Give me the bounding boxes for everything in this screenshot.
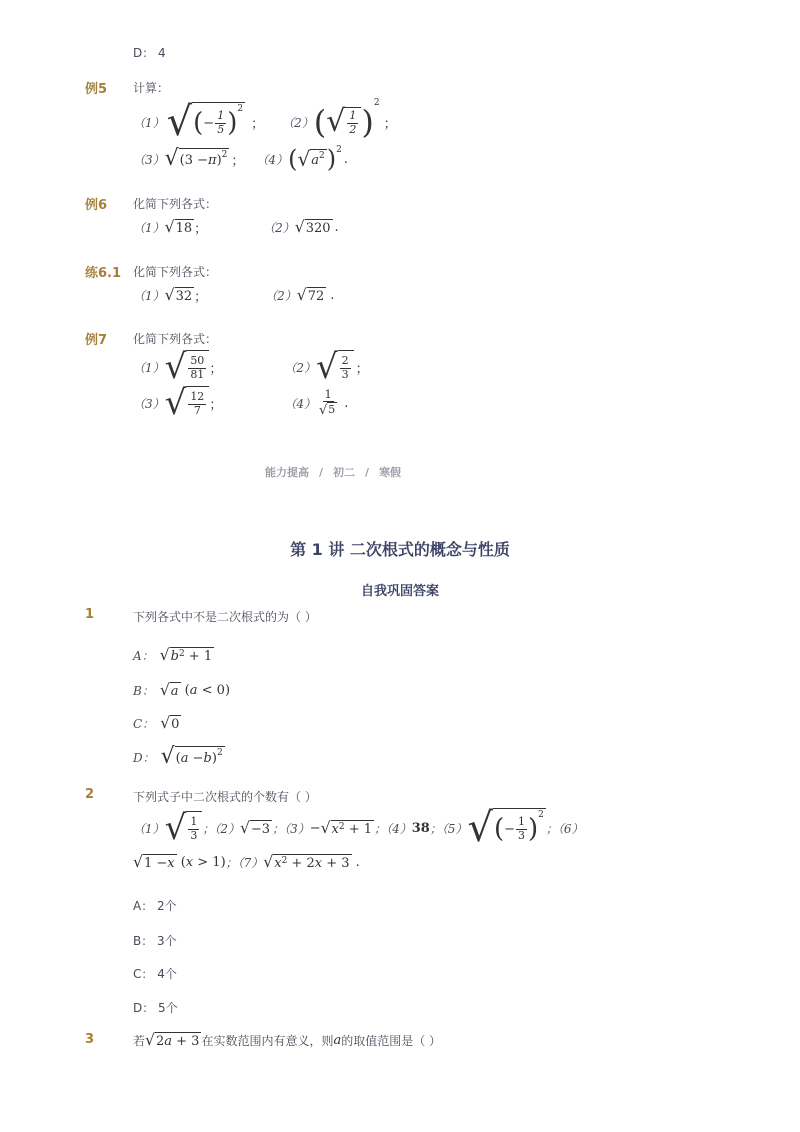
example-6-row: （1） √ 18 ； （2） √ 320 . xyxy=(133,217,339,237)
page-footer: 能力提高 / 初二 / 寒假 xyxy=(265,465,402,479)
question-2-number: 2 xyxy=(85,787,95,802)
example-5-row-2: （3） √ (3 − π ) $^2$ ； （4） ( √ a 2 ) $^2$ . xyxy=(133,145,348,173)
practice-6-1-prompt: 化简下列各式： xyxy=(133,265,218,279)
footer-term: 寒假 xyxy=(379,466,402,479)
example-7-row-2: （3） √ $\frac{12}{7}$ ； （4） 1 √ 5 . xyxy=(133,383,349,423)
question-2-option-c[interactable]: C： 4个 xyxy=(133,967,177,981)
example-5-prompt: 计算： xyxy=(133,81,170,95)
question-2-option-a[interactable]: A： 2个 xyxy=(133,899,177,913)
example-7-row-1: （1） √ $\frac{50}{81}$ ； （2） √ $\frac{2}{3}$ ； xyxy=(133,347,369,387)
question-2-expr-line-2: √ 1 − x ( x > 1) ；（7） √ x 2 + 2 x + 3 . xyxy=(133,852,360,871)
question-2-expr-line-1: （1） √ $\frac{1}{3}$ ；（2） √ −3 ；（3） − √ x 2 + 1 ；（4） 38 ；（5） √ ( − $\frac{1}{3}$ ) $^2$ ；（6） xyxy=(133,805,584,851)
question-1-option-b[interactable]: B： √ a ( a < 0) xyxy=(133,680,231,699)
footer-course: 能力提高 xyxy=(265,466,309,479)
question-3-text: 若 √ 2 a + 3 在实数范围内有意义，则 a 的取值范围是（ ） xyxy=(133,1030,442,1049)
section-title: 自我巩固答案 xyxy=(360,584,439,599)
question-1-option-d[interactable]: D： √ ( a − b ) $^2$ xyxy=(133,744,223,769)
question-2-option-d[interactable]: D： 5个 xyxy=(133,1001,178,1015)
example-5-label: 例5 xyxy=(85,82,108,97)
example-7-prompt: 化简下列各式： xyxy=(133,332,218,346)
practice-6-1-row: （1） √ 32 ； （2） √ 72 . xyxy=(133,285,335,305)
question-2-text: 下列式子中二次根式的个数有（ ） xyxy=(133,790,317,804)
example-5-row-1: （1） √ ( − $\frac{1}{5}$ ) $^2$ ； （2） ( √ $\frac{1}{2}$ ) $^2$ ； xyxy=(133,98,397,145)
footer-grade: 初二 xyxy=(333,466,356,479)
question-1-option-c[interactable]: C： √ 0 xyxy=(133,713,180,732)
previous-option-d: D： 4 xyxy=(133,46,166,60)
lecture-title: 第 1 讲 二次根式的概念与性质 xyxy=(290,540,510,559)
example-6-label: 例6 xyxy=(85,198,108,213)
practice-6-1-label: 练6.1 xyxy=(85,266,122,281)
question-1-option-a[interactable]: A： √ b 2 + 1 xyxy=(133,645,213,664)
question-1-number: 1 xyxy=(85,607,95,622)
question-3-number: 3 xyxy=(85,1032,95,1047)
example-6-prompt: 化简下列各式： xyxy=(133,197,218,211)
example-7-label: 例7 xyxy=(85,333,108,348)
question-2-option-b[interactable]: B： 3个 xyxy=(133,934,177,948)
question-1-text: 下列各式中不是二次根式的为（ ） xyxy=(133,610,317,624)
